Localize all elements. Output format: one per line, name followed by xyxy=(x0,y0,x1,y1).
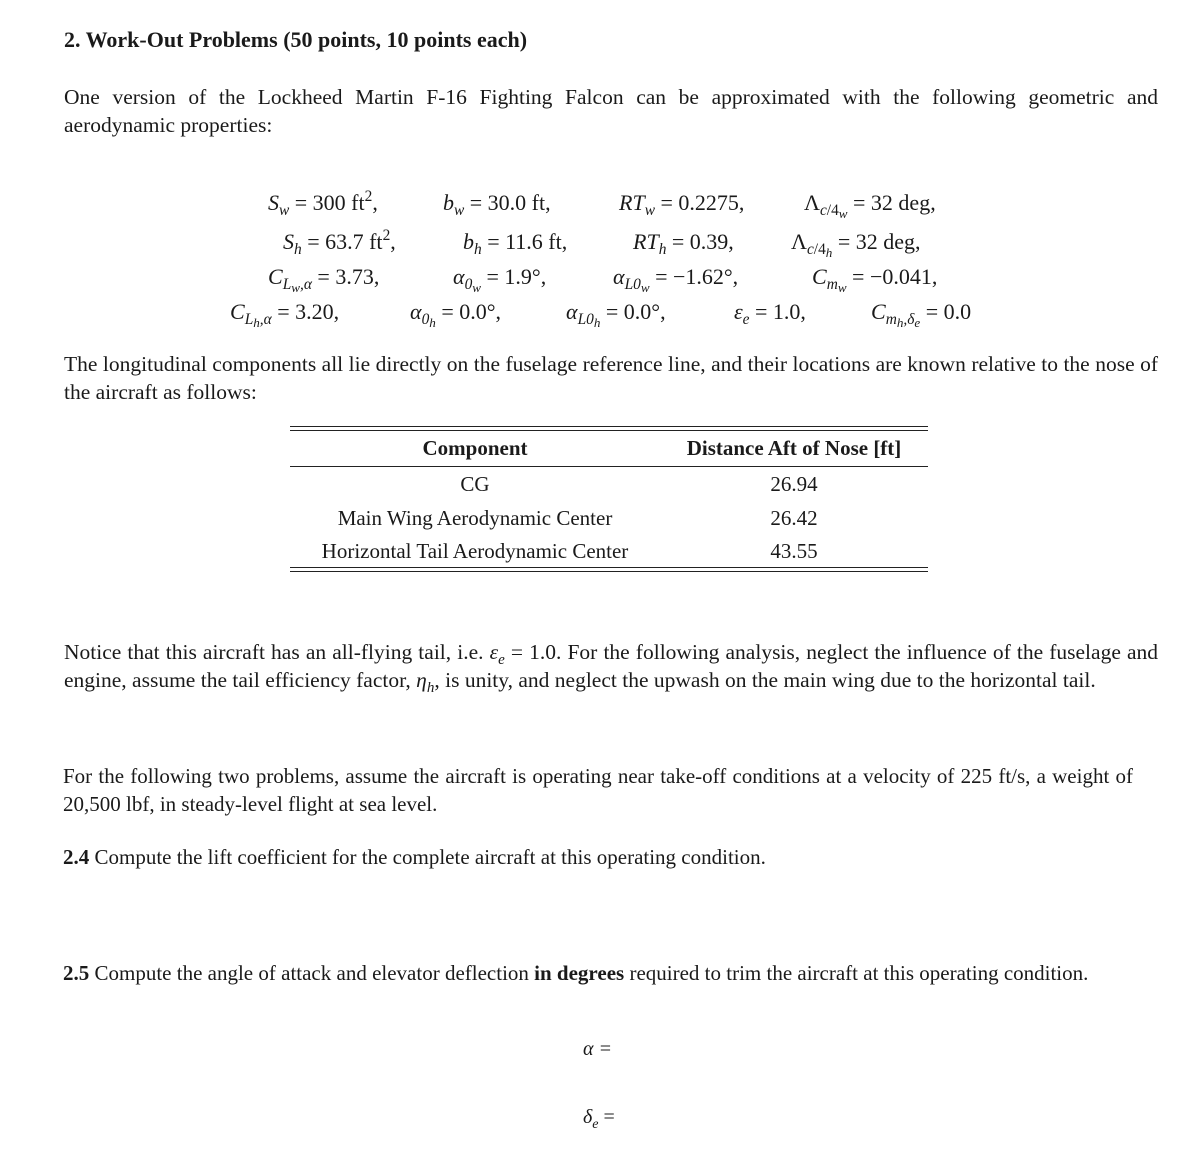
intro-paragraph: One version of the Lockheed Martin F-16 Fighting Falcon can be approximated with the following geometric and aerodynamic properties: xyxy=(64,85,1158,137)
notice-paragraph: Notice that this aircraft has an all-flying tail, i.e. $\varepsilon_e = 1.0$. For the following analysis, neglect the influence of the fuselage and engine, assume the tail efficiency factor, $\eta_h$, is unity, and neglect the upwash on the main wing due to the horizontal tail. xyxy=(64,640,1159,696)
param-cmw: $C_{m_w} = -0.041$, xyxy=(812,264,938,295)
table-cell-distance: 26.42 xyxy=(770,506,818,530)
table-cell-component: CG xyxy=(460,472,490,496)
section-heading: 2. Work-Out Problems (50 points, 10 points each) xyxy=(64,27,528,52)
conditions-paragraph: For the following two problems, assume the aircraft is operating near take-off conditions at a velocity of 225 ft/s, a weight of 20,500 lbf, in steady-level flight at sea level. xyxy=(63,764,1133,816)
param-eps-e: $\varepsilon_e = 1.0$, xyxy=(734,299,806,328)
table-header-distance: Distance Aft of Nose [ft] xyxy=(686,436,902,460)
longitudinal-paragraph: The longitudinal components all lie directly on the fuselage reference line, and their locations are known relative to the nose of the aircraft as follows: xyxy=(64,352,1158,404)
param-clh-alpha: $C_{L_h,\alpha} = 3.20$, xyxy=(230,299,340,330)
question-2-5: 2.5 Compute the angle of attack and elevator deflection in degrees required to trim the aircraft at this operating condition. xyxy=(63,961,1089,985)
param-bh: $b_h = 11.6$ ft, xyxy=(463,229,568,258)
param-cmh-de: $C_{m_h,\delta_e} = 0.0$ xyxy=(871,299,972,330)
answer-alpha: α = xyxy=(583,1038,612,1060)
table-cell-component: Horizontal Tail Aerodynamic Center xyxy=(321,539,629,563)
param-bw: $b_w = 30.0$ ft, xyxy=(443,190,551,219)
param-sweep-h: $\Lambda_{c/4_h} = 32$ deg, xyxy=(791,229,921,260)
param-alphaL0-h: $\alpha_{L0_h} = 0.0^\circ$, xyxy=(566,299,666,330)
param-clw-alpha: $C_{L_w,\alpha} = 3.73$, xyxy=(268,264,380,295)
param-sw: $S_w = 300$ $ft^2$, xyxy=(268,188,378,219)
table-cell-component: Main Wing Aerodynamic Center xyxy=(337,506,613,530)
param-sh: $S_h = 63.7$ $ft^2$, xyxy=(283,227,396,258)
table-cell-distance: 43.55 xyxy=(770,539,818,563)
table-header-component: Component xyxy=(422,436,528,460)
param-alpha0-h: $\alpha_{0_h} = 0.0^\circ$, xyxy=(410,299,502,330)
param-rth: $RT_h = 0.39$, xyxy=(633,229,734,258)
question-number: 2.5 xyxy=(63,961,90,985)
answer-delta-e: $\delta_e$ = xyxy=(583,1106,615,1132)
table-cell-distance: 26.94 xyxy=(770,472,818,496)
question-2-4: 2.4 Compute the lift coefficient for the complete aircraft at this operating condition. xyxy=(63,845,766,869)
param-sweep-w: $\Lambda_{c/4_w} = 32$ deg, xyxy=(804,190,936,221)
param-alpha0-w: $\alpha_{0_w} = 1.9^\circ$, xyxy=(453,264,547,295)
component-table xyxy=(290,426,928,578)
param-rtw: $RT_w = 0.2275$, xyxy=(619,190,745,219)
question-number: 2.4 xyxy=(63,845,90,869)
param-alphaL0-w: $\alpha_{L0_w} = -1.62^\circ$, xyxy=(613,264,739,295)
